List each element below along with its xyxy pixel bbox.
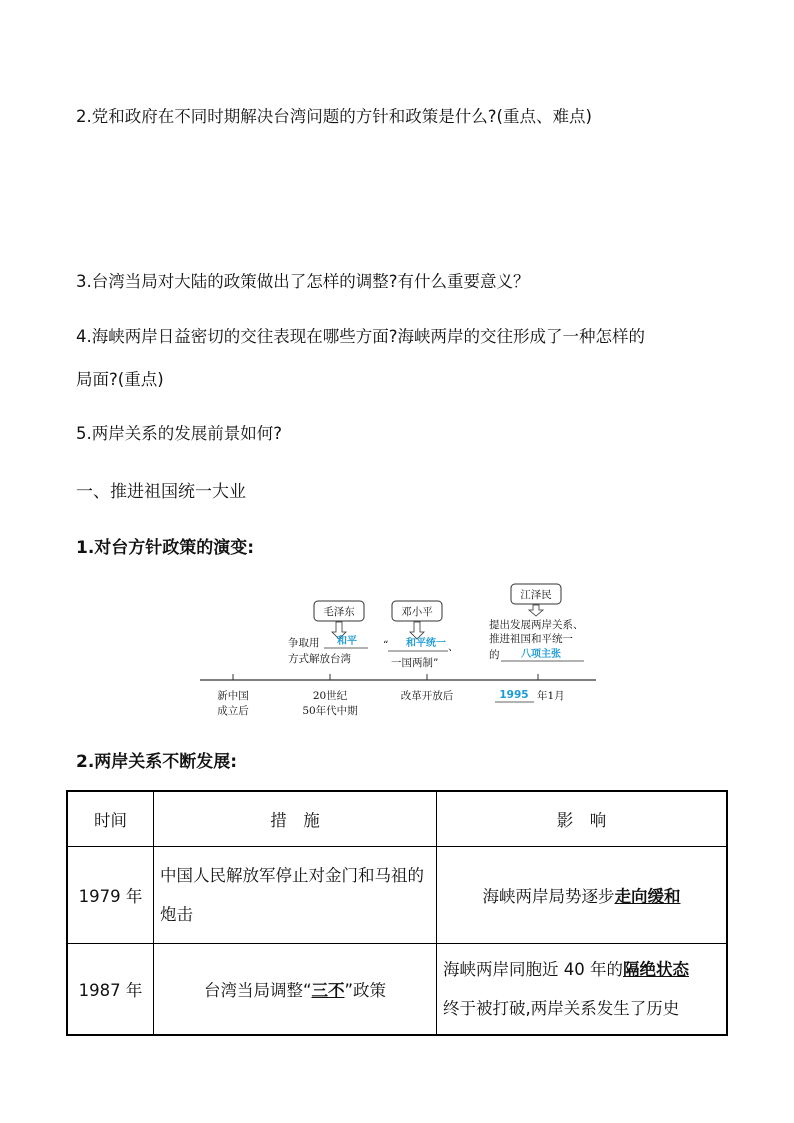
header-measure: 措 施: [154, 791, 437, 847]
section-title: 一、推进祖国统一大业: [76, 482, 246, 502]
svg-text:毛泽东: 毛泽东: [323, 606, 355, 618]
svg-text:的: 的: [489, 649, 500, 661]
question-2: 2.党和政府在不同时期解决台湾问题的方针和政策是什么?(重点、难点): [76, 107, 592, 126]
svg-text:“: “: [383, 639, 389, 651]
answer-peaceful-reunification: 和平统一: [406, 638, 446, 649]
svg-text:江泽民: 江泽民: [520, 589, 552, 601]
svg-text:50年代中期: 50年代中期: [302, 705, 358, 717]
svg-text:改革开放后: 改革开放后: [400, 690, 454, 702]
leader-jiang: [511, 584, 561, 616]
svg-text:提出发展两岸关系、: 提出发展两岸关系、: [489, 619, 584, 631]
table-row: [67, 944, 727, 1036]
table-header-row: [67, 791, 727, 847]
question-4-line2: 局面?(重点): [76, 370, 164, 389]
row-measure: 台湾当局调整“三不”政策: [154, 944, 437, 1036]
row-impact: 海峡两岸局势逐步走向缓和: [437, 847, 728, 944]
header-time: 时间: [67, 791, 154, 847]
row-time: 1979 年: [67, 847, 154, 944]
header-impact: 影 响: [437, 791, 728, 847]
svg-text:新中国: 新中国: [217, 690, 249, 702]
svg-text:推进祖国和平统一: 推进祖国和平统一: [489, 633, 573, 645]
heading-relations-development: 2.两岸关系不断发展:: [76, 752, 238, 772]
row-time: 1987 年: [67, 944, 154, 1036]
question-4-line1: 4.海峡两岸日益密切的交往表现在哪些方面?海峡两岸的交往形成了一种怎样的: [76, 327, 646, 346]
svg-text:一国两制”: 一国两制”: [391, 657, 439, 669]
svg-text:年1月: 年1月: [537, 690, 565, 702]
svg-text:、: 、: [448, 641, 459, 653]
policy-timeline: [196, 580, 606, 725]
svg-text:20世纪: 20世纪: [312, 690, 348, 702]
question-5: 5.两岸关系的发展前景如何?: [76, 424, 283, 443]
leader-mao: [314, 601, 364, 639]
svg-text:邓小平: 邓小平: [401, 606, 433, 618]
svg-text:方式解放台湾: 方式解放台湾: [288, 653, 351, 665]
question-3: 3.台湾当局对大陆的政策做出了怎样的调整?有什么重要意义？: [76, 272, 530, 291]
svg-text:争取用: 争取用: [288, 637, 320, 649]
relations-table: [66, 790, 728, 1036]
answer-peace: 和平: [337, 636, 357, 647]
answer-year: 1995: [499, 689, 529, 701]
leader-deng: [392, 601, 442, 639]
table-row: [67, 847, 727, 944]
down-arrow-icon: [529, 605, 543, 616]
heading-policy-evolution: 1.对台方针政策的演变:: [76, 538, 255, 558]
svg-text:成立后: 成立后: [217, 705, 249, 717]
answer-eight-proposals: 八项主张: [521, 649, 561, 660]
row-impact: 海峡两岸同胞近 40 年的隔绝状态 终于被打破,两岸关系发生了历史: [437, 944, 728, 1036]
down-arrow-icon: [410, 622, 424, 639]
row-measure: 中国人民解放军停止对金门和马祖的炮击: [154, 847, 437, 944]
